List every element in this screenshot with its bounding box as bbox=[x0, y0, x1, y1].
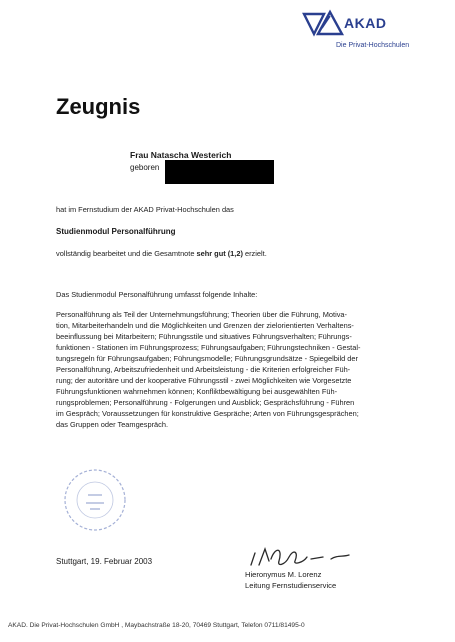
stamp-seal-icon bbox=[60, 465, 130, 535]
born-label: geboren bbox=[130, 163, 160, 172]
content-line: rung; der autoritäre und der kooperative Führungsstil - zwei Möglichkeiten wie Vorgesetzte bbox=[56, 376, 352, 385]
signer-name: Hieronymus M. Lorenz bbox=[245, 570, 322, 579]
module-name: Studienmodul Personalführung bbox=[56, 227, 176, 236]
content-line: das Gruppen oder Teamgespräch. bbox=[56, 420, 169, 429]
content-line: beeinflussung bei Mitarbeitern; Führungsstile und situatives Führungsverhalten; Führungs- bbox=[56, 332, 352, 341]
official-stamp bbox=[60, 465, 130, 535]
content-line: Führungsfunktionen wahrnehmen können; Konfliktbewältigung bei ausgewählten Füh- bbox=[56, 387, 338, 396]
content-line: tungsregeln für Führungsaufgaben; Führungsmodelle; Führungsgrundsätze - Spiegelbild der bbox=[56, 354, 358, 363]
content-line: tion, Mitarbeiterhandeln und die Möglichkeiten und Grenzen der zielorientierten Verhaltens- bbox=[56, 321, 354, 330]
grade-sentence bbox=[56, 249, 267, 258]
signature bbox=[245, 535, 365, 575]
redaction-bar bbox=[165, 160, 274, 184]
content-line: im Gespräch; Voraussetzungen für konstruktive Gespräche; Arten von Führungsgesprächen; bbox=[56, 409, 359, 418]
logo-wordmark: AKAD bbox=[344, 15, 387, 31]
signer-title: Leitung Fernstudienservice bbox=[245, 581, 337, 590]
content-line: Personalführung als Teil der Unternehmungsführung; Theorien über die Führung, Motiva- bbox=[56, 310, 348, 319]
content-line: funktionen - Stationen im Führungsprozess; Führungsaufgaben; Führungstechniken - Gestal- bbox=[56, 343, 361, 352]
logo-subtitle: Die Privat-Hochschulen bbox=[336, 42, 410, 49]
document-title: Zeugnis bbox=[56, 94, 141, 119]
content-line: Personalführung, Arbeitszufriedenheit und Arbeitsleistung - die Kriterien erfolgreicher Füh- bbox=[56, 365, 351, 374]
content-paragraph bbox=[56, 309, 416, 430]
intro-text: hat im Fernstudium der AKAD Privat-Hochschulen das bbox=[56, 205, 234, 214]
grade-value: sehr gut (1,2) bbox=[196, 249, 243, 258]
grade-prefix: vollständig bearbeitet und die Gesamtnote bbox=[56, 249, 197, 258]
akad-logo bbox=[300, 8, 450, 54]
footer-address: AKAD. Die Privat-Hochschulen GmbH , Maybachstraße 18-20, 70469 Stuttgart, Telefon 0711/81495-0 bbox=[8, 622, 305, 629]
signature-scribble bbox=[245, 535, 365, 575]
content-line: rungsproblemen; Personalführung - Folgerungen und Ausblick; Gesprächsführung - Führen bbox=[56, 398, 355, 407]
recipient-name: Frau Natascha Westerich bbox=[130, 150, 232, 160]
content-heading: Das Studienmodul Personalführung umfasst folgende Inhalte: bbox=[56, 290, 258, 299]
place-date: Stuttgart, 19. Februar 2003 bbox=[56, 557, 153, 566]
grade-suffix: erzielt. bbox=[242, 249, 267, 258]
